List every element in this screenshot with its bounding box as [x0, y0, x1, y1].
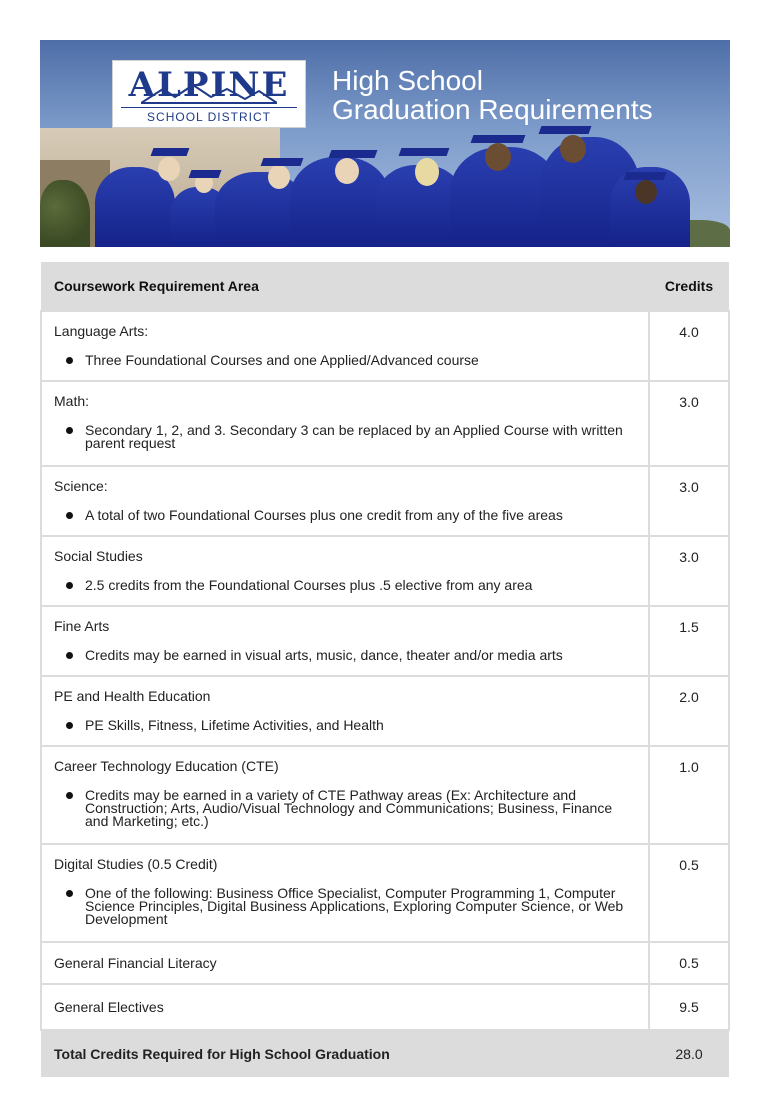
district-logo — [112, 60, 306, 128]
bullet-icon — [66, 890, 73, 897]
table-row — [41, 844, 729, 942]
table-row — [41, 311, 729, 381]
table-row — [41, 466, 729, 536]
table-row — [41, 942, 729, 984]
title-line-1: High School — [332, 65, 483, 96]
title-line-2: Graduation Requirements — [332, 94, 653, 125]
table-row — [41, 746, 729, 844]
credits-value: 2.0 — [649, 676, 729, 746]
header-banner — [40, 40, 730, 247]
credits-value: 4.0 — [649, 311, 729, 381]
credits-value: 0.5 — [649, 942, 729, 984]
bullet-icon — [66, 512, 73, 519]
bullet-icon — [66, 357, 73, 364]
credits-value: 3.0 — [649, 466, 729, 536]
logo-wordmark: ALPINE — [128, 65, 290, 105]
column-header-credits: Credits — [649, 262, 729, 311]
area-detail: A total of two Foundational Courses plus one credit from any of the five areas — [85, 507, 563, 523]
area-detail: Three Foundational Courses and one Applied/Advanced course — [85, 352, 479, 368]
area-detail: 2.5 credits from the Foundational Courses plus .5 elective from any area — [85, 577, 533, 593]
credits-value: 3.0 — [649, 381, 729, 466]
total-label: Total Credits Required for High School Graduation — [41, 1030, 649, 1077]
area-detail: Credits may be earned in visual arts, music, dance, theater and/or media arts — [85, 647, 563, 663]
table-row — [41, 984, 729, 1030]
logo-subtitle: SCHOOL DISTRICT — [121, 107, 297, 124]
area-label: General Electives — [54, 999, 164, 1015]
bullet-icon — [66, 792, 73, 799]
area-label: Science: — [54, 478, 108, 494]
total-credits-value: 28.0 — [649, 1030, 729, 1077]
credits-value: 0.5 — [649, 844, 729, 942]
table-row — [41, 381, 729, 466]
bullet-icon — [66, 427, 73, 434]
credits-value: 9.5 — [649, 984, 729, 1030]
area-label: Career Technology Education (CTE) — [54, 758, 279, 774]
tree-image — [40, 180, 90, 247]
area-detail: PE Skills, Fitness, Lifetime Activities, and Health — [85, 717, 384, 733]
area-label: Language Arts: — [54, 323, 149, 339]
total-row — [41, 1030, 729, 1077]
area-detail: Credits may be earned in a variety of CTE Pathway areas (Ex: Architecture and Construction; Arts, Audio/Visual Technology and Communications; Business, Finance and Marketing; etc.) — [85, 787, 613, 829]
area-label: General Financial Literacy — [54, 955, 217, 971]
credits-value: 3.0 — [649, 536, 729, 606]
table-row — [41, 606, 729, 676]
area-label: Social Studies — [54, 548, 143, 564]
area-detail: One of the following: Business Office Specialist, Computer Programming 1, Computer Science Principles, Digital Business Applications, Exploring Computer Science, or Web Development — [85, 885, 624, 927]
area-label: PE and Health Education — [54, 688, 211, 704]
column-header-area: Coursework Requirement Area — [41, 262, 649, 311]
bullet-icon — [66, 652, 73, 659]
area-detail: Secondary 1, 2, and 3. Secondary 3 can be replaced by an Applied Course with written parent request — [85, 422, 623, 451]
bullet-icon — [66, 582, 73, 589]
table-header-row — [41, 262, 729, 311]
table-row — [41, 536, 729, 606]
area-label: Digital Studies (0.5 Credit) — [54, 856, 218, 872]
credits-value: 1.0 — [649, 746, 729, 844]
page-title — [332, 66, 653, 124]
area-label: Fine Arts — [54, 618, 110, 634]
table-row — [41, 676, 729, 746]
credits-value: 1.5 — [649, 606, 729, 676]
bullet-icon — [66, 722, 73, 729]
requirements-table — [40, 262, 730, 1077]
area-label: Math: — [54, 393, 90, 409]
